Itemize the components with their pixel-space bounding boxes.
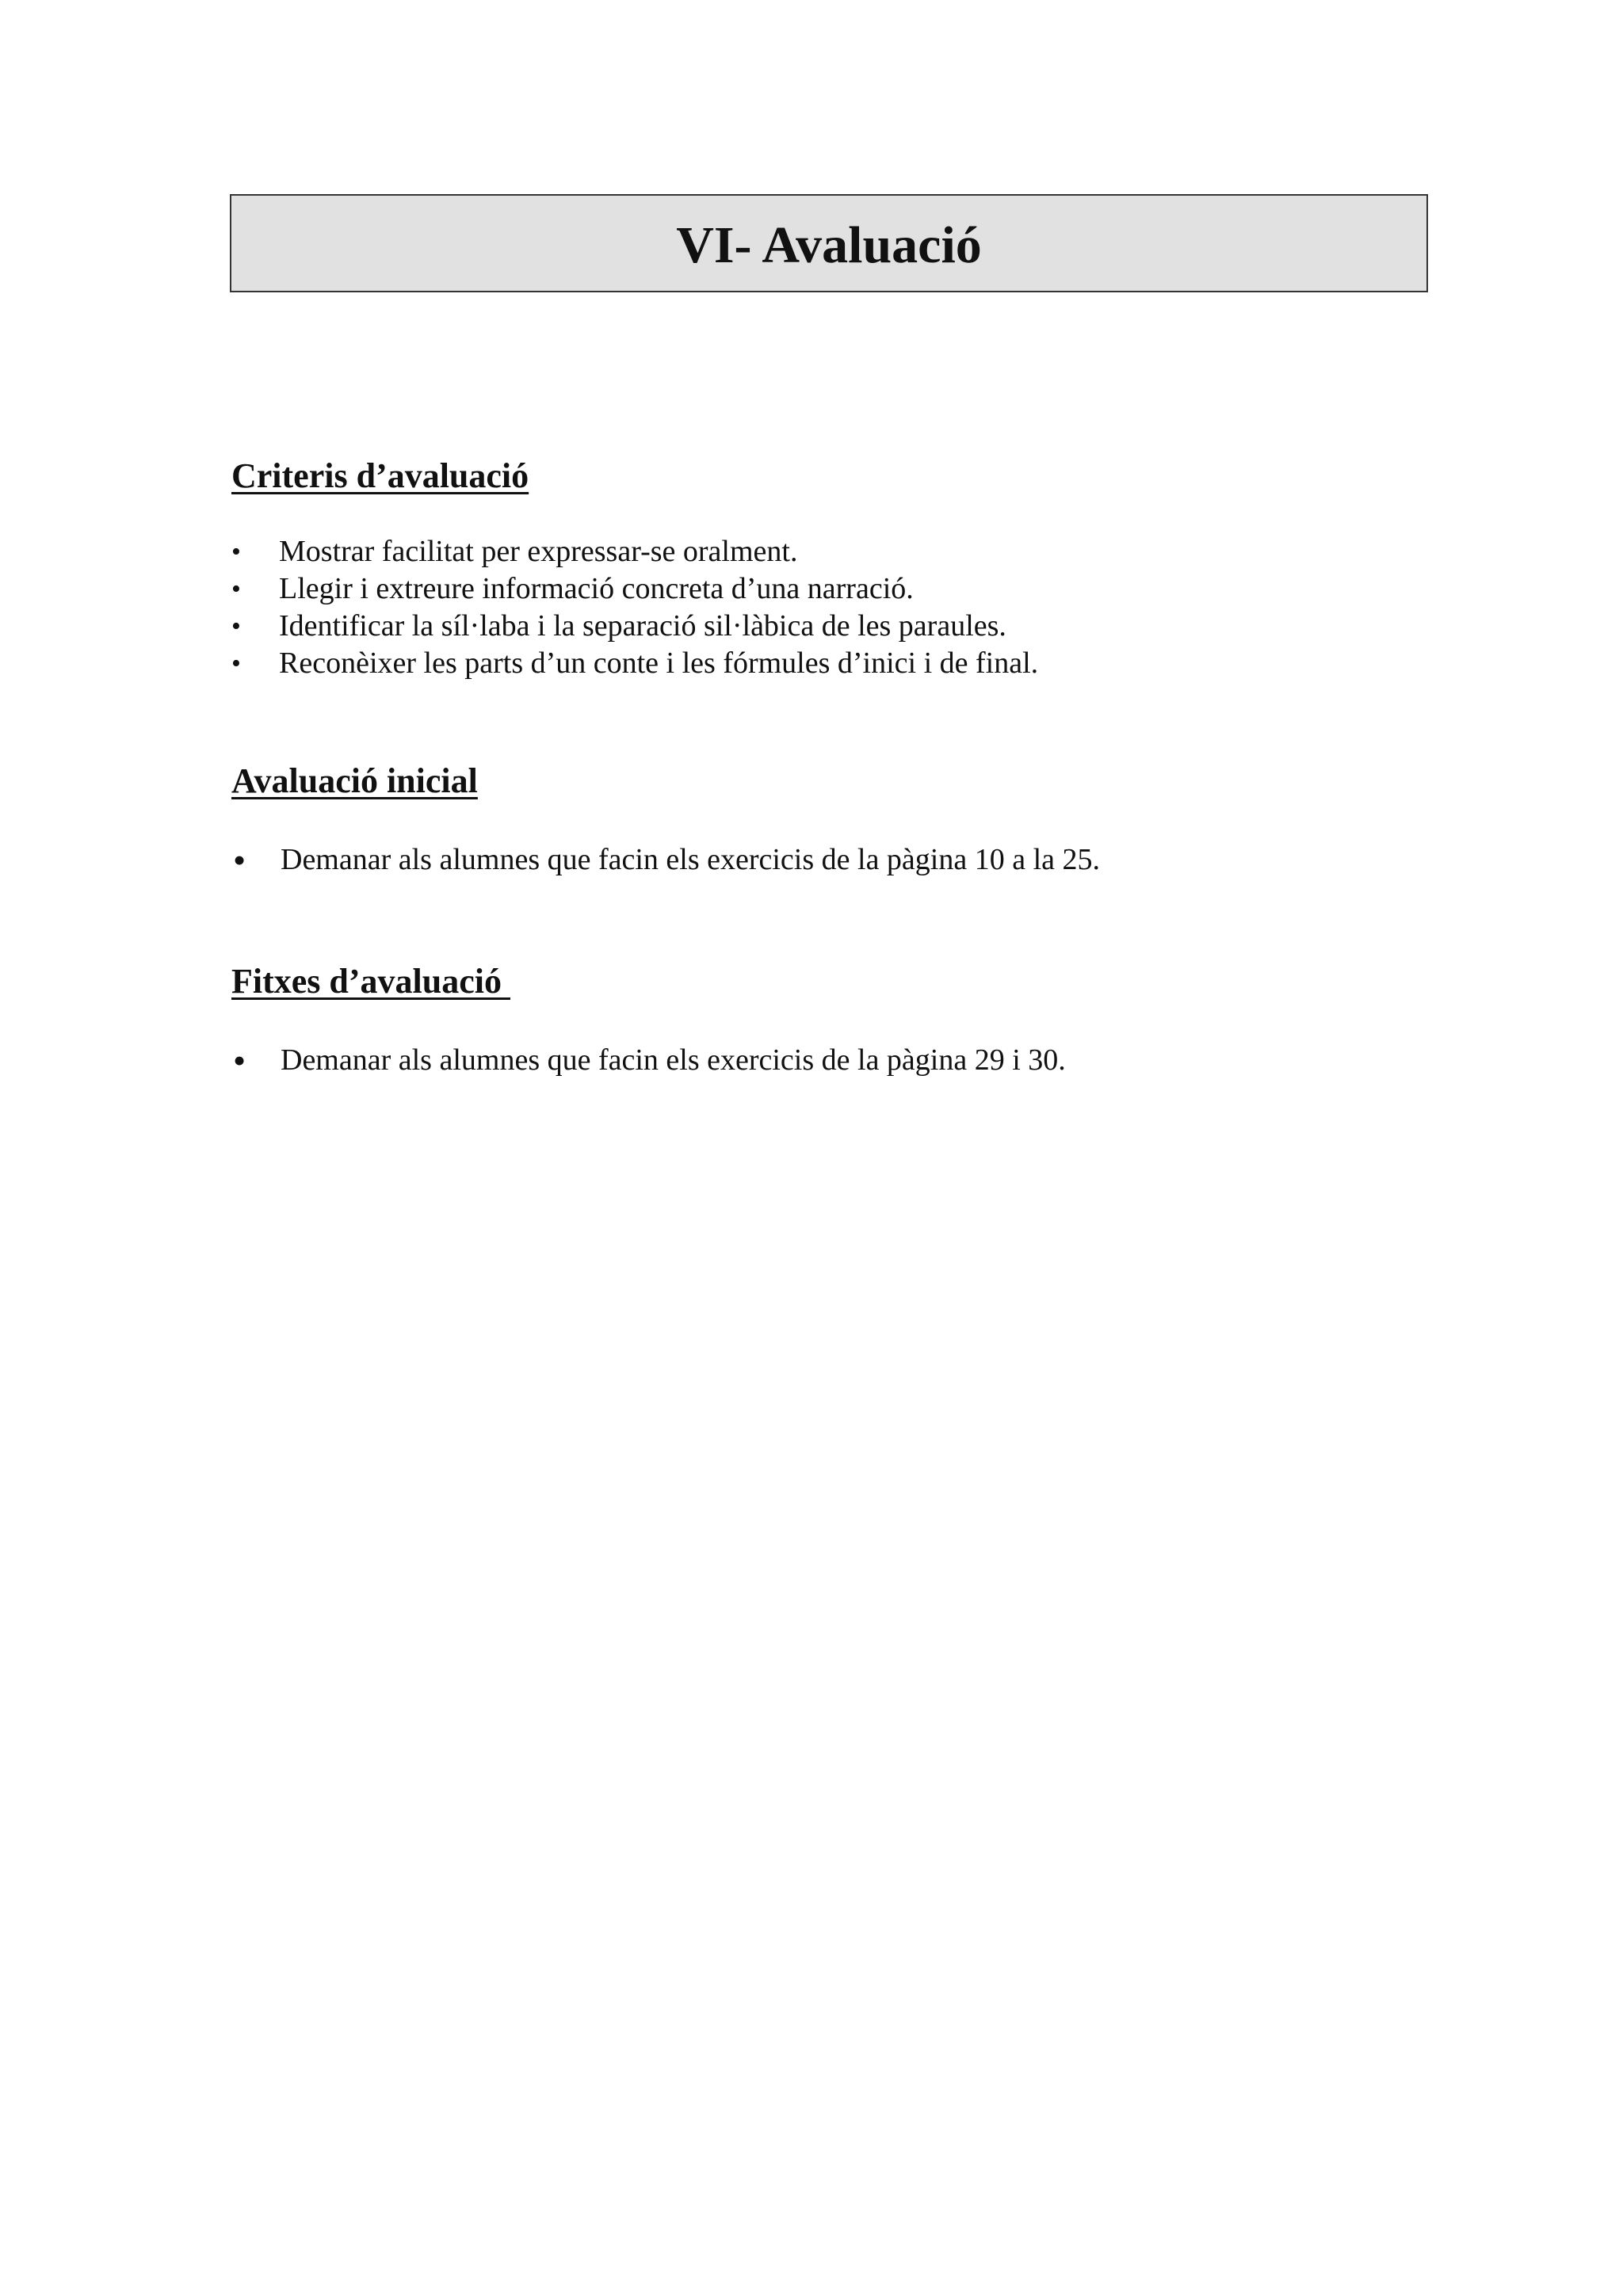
- page-title: VI- Avaluació: [676, 216, 982, 274]
- list-item-text: Llegir i extreure informació concreta d’una narració.: [279, 572, 914, 606]
- section-heading-inicial: Avaluació inicial: [231, 761, 478, 800]
- section-avaluacio-inicial: [231, 762, 1420, 879]
- list-item-text: Demanar als alumnes que facin els exercicis de la pàgina 29 i 30.: [281, 1043, 1066, 1077]
- list-item-text: Mostrar facilitat per expressar-se oralment.: [279, 535, 798, 569]
- list-item-text: Identificar la síl·laba i la separació sil·làbica de les paraules.: [279, 609, 1006, 643]
- section-heading-criteris: Criteris d’avaluació: [231, 456, 529, 495]
- bullet-icon: •: [231, 574, 241, 605]
- list-item: [231, 1042, 1420, 1079]
- title-box: [230, 194, 1428, 292]
- list-item: [231, 570, 1420, 608]
- list-item: [231, 841, 1420, 879]
- list-item-text: Demanar als alumnes que facin els exercicis de la pàgina 10 a la 25.: [281, 843, 1101, 877]
- bullet-icon: •: [231, 612, 241, 642]
- bullet-icon: •: [233, 840, 246, 881]
- section-fitxes-avaluacio: [231, 963, 1420, 1079]
- bullet-icon: •: [231, 537, 241, 567]
- section-heading-fitxes: Fitxes d’avaluació: [231, 962, 510, 1001]
- bullet-icon: •: [231, 649, 241, 679]
- fitxes-list: [231, 1042, 1420, 1079]
- list-item-text: Reconèixer les parts d’un conte i les fórmules d’inici i de final.: [279, 646, 1039, 681]
- section-criteris-avaluacio: [231, 457, 1420, 682]
- list-item: [231, 608, 1420, 645]
- list-item: [231, 533, 1420, 570]
- criteris-list: [231, 533, 1420, 682]
- bullet-icon: •: [233, 1040, 246, 1081]
- list-item: [231, 645, 1420, 682]
- inicial-list: [231, 841, 1420, 879]
